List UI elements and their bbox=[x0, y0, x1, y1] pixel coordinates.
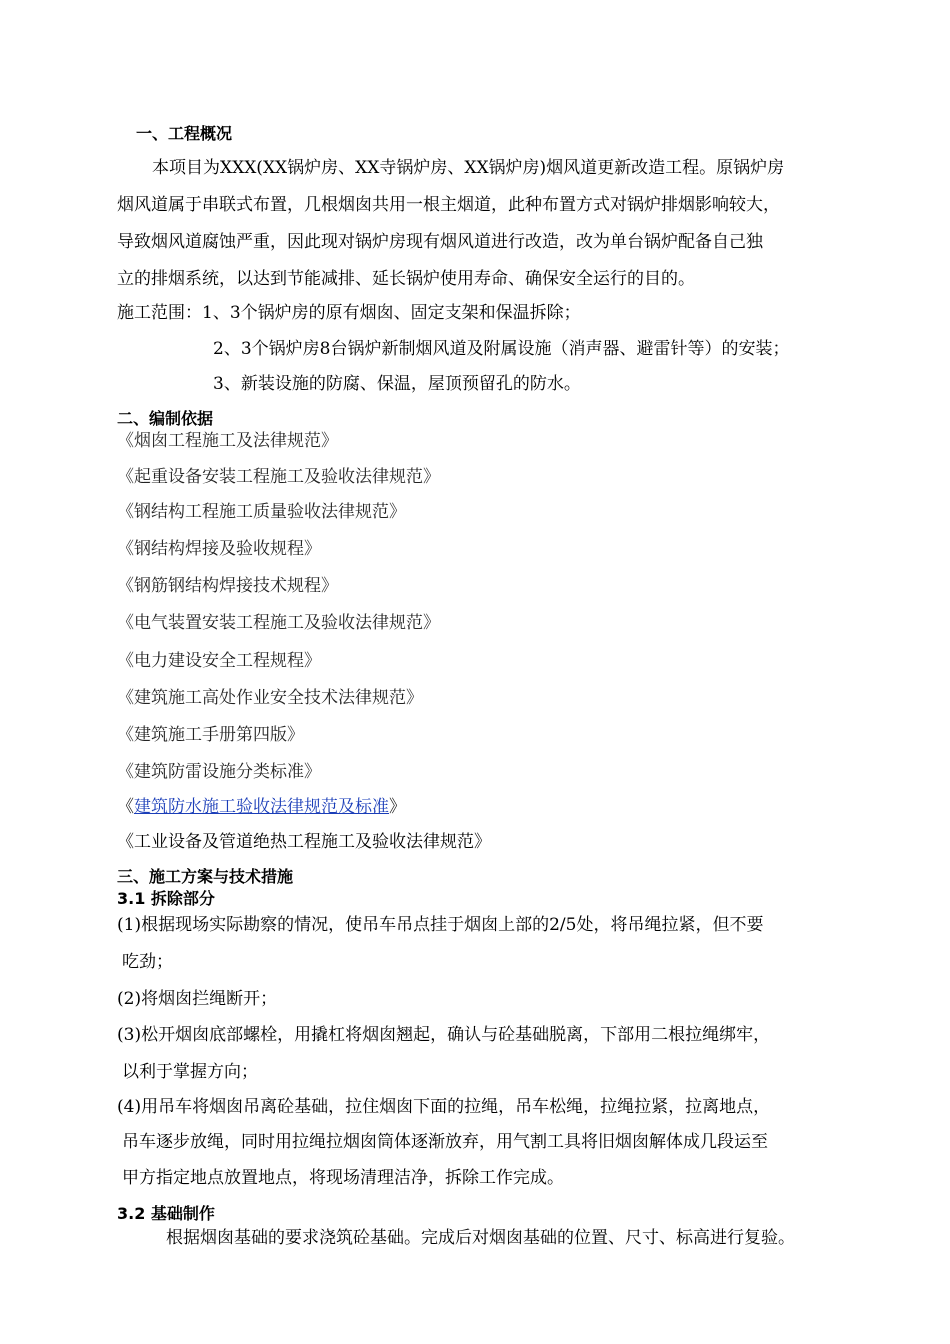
ref-item-9: 《建筑施工手册第四版》 bbox=[117, 725, 304, 745]
subsection-3-2-heading: 3.2 基础制作 bbox=[117, 1204, 215, 1223]
step-line-8: 甲方指定地点放置地点，将现场清理洁净，拆除工作完成。 bbox=[122, 1168, 564, 1188]
section1-heading: 一、工程概况 bbox=[136, 124, 233, 143]
ref-item-3: 《钢结构工程施工质量验收法律规范》 bbox=[117, 502, 406, 522]
section2-heading: 二、编制依据 bbox=[117, 409, 214, 428]
step-line-7: 吊车逐步放绳，同时用拉绳拉烟囱筒体逐渐放弃，用气割工具将旧烟囱解体成几段运至 bbox=[122, 1132, 768, 1152]
scope-line-1: 施工范围：1、3个锅炉房的原有烟囱、固定支架和保温拆除； bbox=[117, 303, 581, 323]
section1-para-line-2: 烟风道属于串联式布置，几根烟囱共用一根主烟道，此种布置方式对锅炉排烟影响较大， bbox=[117, 195, 780, 215]
scope-line-3: 3、新装设施的防腐、保温，屋顶预留孔的防水。 bbox=[213, 374, 581, 394]
ref-link[interactable]: 建筑防水施工验收法律规范及标准 bbox=[134, 797, 389, 817]
subsection-3-1-heading: 3.1 拆除部分 bbox=[117, 889, 215, 908]
section1-para-line-4: 立的排烟系统，以达到节能减排、延长锅炉使用寿命、确保安全运行的目的。 bbox=[117, 269, 695, 289]
step-line-6: (4)用吊车将烟囱吊离砼基础，拉住烟囱下面的拉绳，吊车松绳，拉绳拉紧，拉离地点， bbox=[117, 1097, 771, 1117]
scope-line-2: 2、3个锅炉房8台锅炉新制烟风道及附属设施（消声器、避雷针等）的安装； bbox=[213, 339, 790, 359]
section1-para-line-3: 导致烟风道腐蚀严重，因此现对锅炉房现有烟风道进行改造，改为单台锅炉配备自己独 bbox=[117, 232, 763, 252]
ref-item-7: 《电力建设安全工程规程》 bbox=[117, 651, 321, 671]
ref-item-11 bbox=[117, 796, 406, 818]
step-line-2: 吃劲； bbox=[122, 952, 173, 972]
ref-item-12: 《工业设备及管道绝热工程施工及验收法律规范》 bbox=[117, 832, 491, 852]
ref-item-1: 《烟囱工程施工及法律规范》 bbox=[117, 431, 338, 451]
section3-heading: 三、施工方案与技术措施 bbox=[117, 867, 294, 886]
ref-item-8: 《建筑施工高处作业安全技术法律规范》 bbox=[117, 688, 423, 708]
step-line-1: (1)根据现场实际勘察的情况，使吊车吊点挂于烟囱上部的2/5处，将吊绳拉紧，但不要 bbox=[117, 915, 764, 935]
section1-para-line-1: 本项目为XXX(XX锅炉房、XX寺锅炉房、XX锅炉房)烟风道更新改造工程。原锅炉房 bbox=[152, 158, 785, 178]
ref-item-10: 《建筑防雷设施分类标准》 bbox=[117, 762, 321, 782]
ref-open-bracket: 《 bbox=[117, 797, 134, 817]
step-line-3: (2)将烟囱拦绳断开； bbox=[117, 989, 278, 1009]
ref-item-2: 《起重设备安装工程施工及验收法律规范》 bbox=[117, 467, 440, 487]
step-line-5: 以利于掌握方向； bbox=[122, 1062, 258, 1082]
ref-item-6: 《电气装置安装工程施工及验收法律规范》 bbox=[117, 613, 440, 633]
ref-item-4: 《钢结构焊接及验收规程》 bbox=[117, 539, 321, 559]
ref-close-bracket: 》 bbox=[389, 797, 406, 817]
ref-item-5: 《钢筋钢结构焊接技术规程》 bbox=[117, 576, 338, 596]
step-line-4: (3)松开烟囱底部螺栓，用撬杠将烟囱翘起，确认与砼基础脱离，下部用二根拉绳绑牢， bbox=[117, 1025, 771, 1045]
subsection-3-2-para: 根据烟囱基础的要求浇筑砼基础。完成后对烟囱基础的位置、尺寸、标高进行复验。 bbox=[166, 1228, 795, 1248]
